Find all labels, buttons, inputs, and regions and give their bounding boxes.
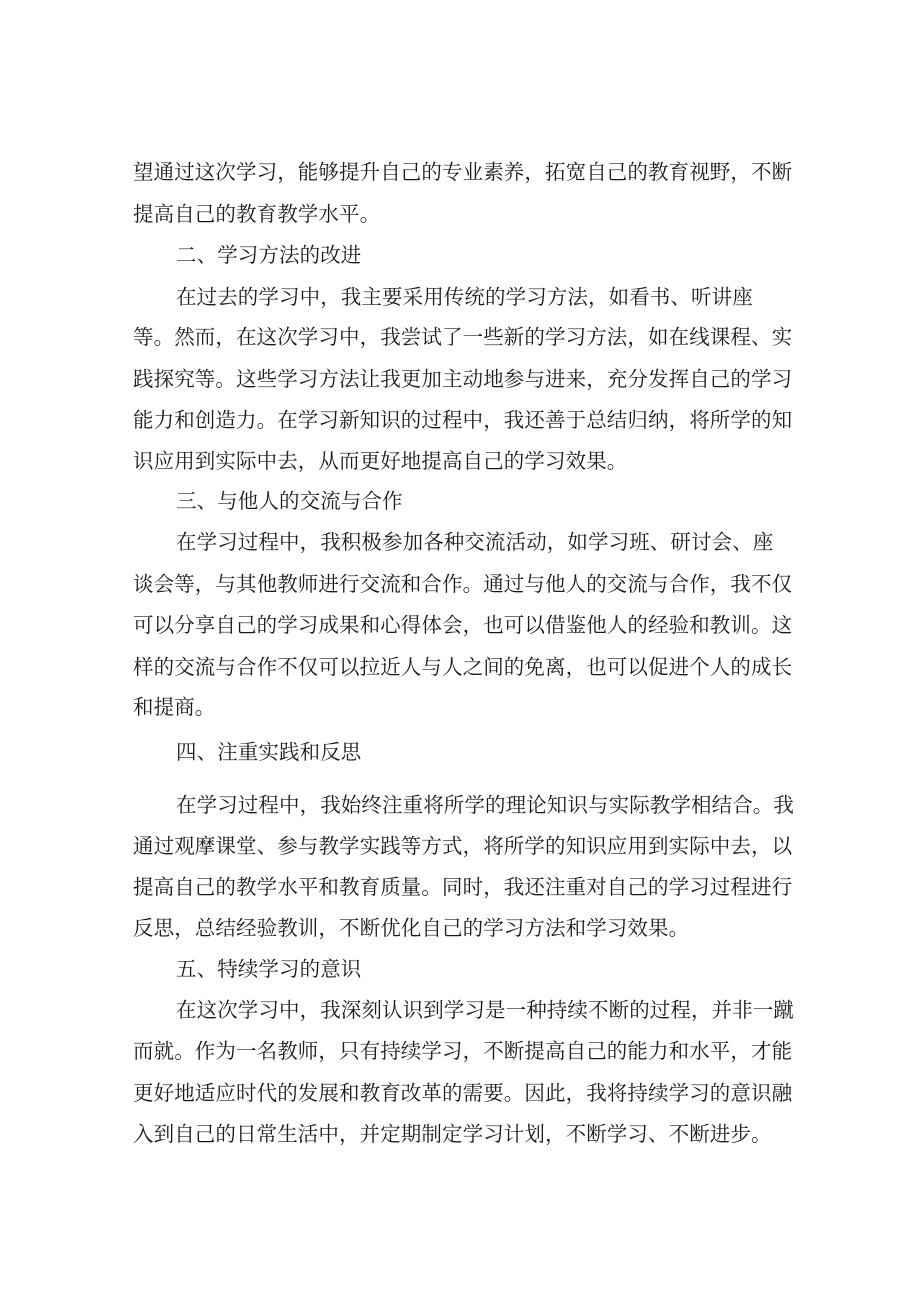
paragraph-line: 践探究等。这些学习方法让我更加主动地参与进来，充分发挥自己的学习 <box>133 367 793 391</box>
paragraph-line: 提高自己的教育教学水平。 <box>133 202 381 226</box>
paragraph-line: 谈会等，与其他教师进行交流和合作。通过与他人的交流与合作，我不仅 <box>133 572 793 596</box>
paragraph-line: 等。然而，在这次学习中，我尝试了一些新的学习方法，如在线课程、实 <box>133 325 793 349</box>
paragraph-line: 反思，总结经验教训，不断优化自己的学习方法和学习效果。 <box>133 916 690 940</box>
section-heading: 二、学习方法的改进 <box>176 243 362 267</box>
paragraph-line: 而就。作为一名教师，只有持续学习，不断提高自己的能力和水平，才能 <box>133 1039 793 1063</box>
paragraph-line: 提高自己的教学水平和教育质量。同时，我还注重对自己的学习过程进行 <box>133 875 793 899</box>
paragraph-line: 和提商。 <box>133 695 216 719</box>
section-heading: 四、注重实践和反思 <box>176 740 362 764</box>
paragraph-line: 望通过这次学习，能够提升自己的专业素养，拓宽自己的教育视野，不断 <box>133 160 793 184</box>
paragraph-line: 可以分享自己的学习成果和心得体会，也可以借鉴他人的经验和教训。这 <box>133 613 793 637</box>
paragraph-line: 在这次学习中，我深刻认识到学习是一种持续不断的过程，并非一蹴 <box>176 998 794 1022</box>
paragraph-line: 识应用到实际中去，从而更好地提高自己的学习效果。 <box>133 449 628 473</box>
section-heading: 五、特续学习的意识 <box>176 957 362 981</box>
paragraph-line: 在学习过程中，我积极参加各种交流活动，如学习班、研讨会、座 <box>176 530 774 554</box>
paragraph-line: 样的交流与合作不仅可以拉近人与人之间的免离，也可以促进个人的成长 <box>133 655 793 679</box>
paragraph-line: 能力和创造力。在学习新知识的过程中，我还善于总结归纳，将所学的知 <box>133 408 793 432</box>
paragraph-line: 入到自己的日常生活中，并定期制定学习计划，不断学习、不断进步。 <box>133 1122 772 1146</box>
paragraph-line: 通过观摩课堂、参与教学实践等方式，将所学的知识应用到实际中去，以 <box>133 834 793 858</box>
paragraph-line: 在过去的学习中，我主要采用传统的学习方法，如看书、听讲座 <box>176 285 753 309</box>
paragraph-line: 更好地适应时代的发展和教育改革的需要。因此，我将持续学习的意识融 <box>133 1081 793 1105</box>
section-heading: 三、与他人的交流与合作 <box>176 489 403 513</box>
paragraph-line: 在学习过程中，我始终注重将所学的理论知识与实际教学相结合。我 <box>176 793 794 817</box>
